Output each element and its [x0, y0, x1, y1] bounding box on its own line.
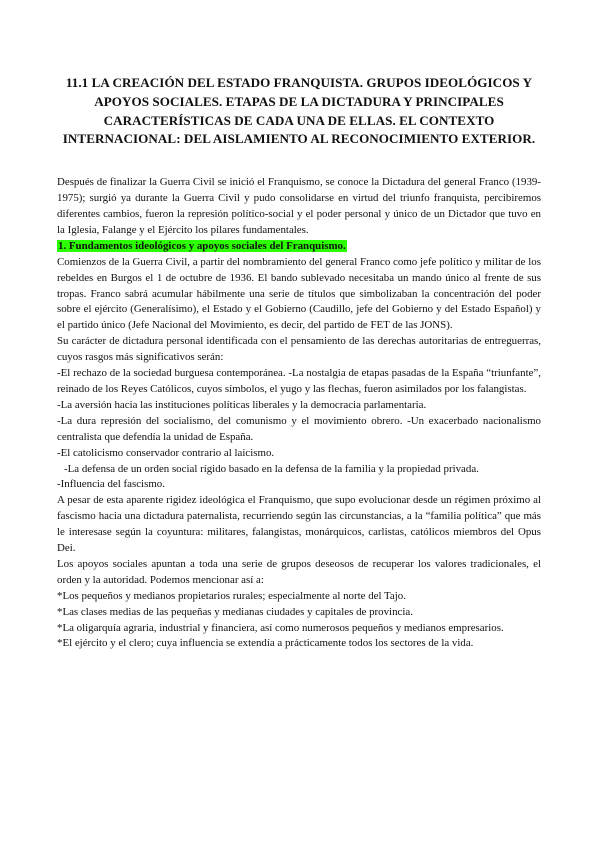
support-item: *Los pequeños y medianos propietarios rurales; especialmente al norte del Tajo. — [57, 589, 406, 602]
intro-paragraph: Después de finalizar la Guerra Civil se inició el Franquismo, se conoce la Dictadura del general Franco (1939-1975); surgió ya durante la Guerra Civil y pudo consolidarse en virtud del triunfo franquista, percibiremos diferentes cambios, fueron la represión político-social y el poder personal y único de un Dictador que tuvo en la Iglesia, Falange y el Ejército los pilares fundamentales. — [57, 176, 541, 236]
support-intro-paragraph: Los apoyos sociales apuntan a toda una serie de grupos deseosos de recuperar los valores tradicionales, el orden y la autoridad. Podemos mencionar así a: — [57, 557, 541, 586]
document-body — [57, 175, 541, 652]
support-item: *La oligarquía agraria, industrial y financiera, así como numerosos pequeños y medianos empresarios. — [57, 621, 504, 634]
document-page — [57, 74, 541, 652]
section-intro-paragraph: Comienzos de la Guerra Civil, a partir del nombramiento del general Franco como jefe político y militar de los rebeldes en Burgos el 1 de octubre de 1936. El bando sublevado necesitaba un mando único al frente de sus tropas. Franco sabrá acumular hábilmente una serie de títulos que simbolizaban la concentración del poder sobre el ejército (Generalísimo), el Estado y el Gobierno (Caudillo, jefe del Gobierno y del Estado Español) y el partido único (Jefe Nacional del Movimiento, es decir, del partido de FET de las JONS). — [57, 255, 541, 332]
rigidity-paragraph: A pesar de esta aparente rigidez ideológica el Franquismo, que supo evolucionar desde un régimen próximo al fascismo hacia una dictadura paternalista, recurriendo según las circunstancias, a la “familia política” que más le interesase según la coyuntura: militares, falangistas, monárquicos, carlistas, católicos miembros del Opus Dei. — [57, 494, 541, 555]
section-heading-highlight: 1. Fundamentos ideológicos y apoyos sociales del Franquismo. — [58, 239, 346, 252]
trait-item: -Influencia del fascismo. — [57, 478, 165, 491]
support-item: *Las clases medias de las pequeñas y medianas ciudades y capitales de provincia. — [57, 605, 413, 618]
trait-item: -La defensa de un orden social rígido basado en la defensa de la familia y la propiedad privada. — [64, 462, 479, 475]
section-heading — [57, 239, 541, 255]
trait-item: -El rechazo de la sociedad burguesa contemporánea. -La nostalgia de etapas pasadas de la España “triunfante”, reinado de los Reyes Católicos, cuyos símbolos, el yugo y las flechas, fueron asimilados por los falangistas. — [57, 367, 541, 395]
trait-item: -La aversión hacia las instituciones políticas liberales y la democracia parlamentaria. — [57, 398, 427, 411]
trait-item: -El catolicismo conservador contrario al laicismo. — [57, 446, 275, 459]
support-item: *El ejército y el clero; cuya influencia se extendía a prácticamente todos los sectores de la vida. — [57, 637, 474, 650]
document-title: 11.1 LA CREACIÓN DEL ESTADO FRANQUISTA. GRUPOS IDEOLÓGICOS Y APOYOS SOCIALES. ETAPAS DE LA DICTADURA Y PRINCIPALES CARACTERÍSTICAS DE CADA UNA DE ELLAS. EL CONTEXTO INTERNACIONAL: DEL AISLAMIENTO AL RECONOCIMIENTO EXTERIOR. — [62, 75, 536, 147]
trait-item: -La dura represión del socialismo, del comunismo y el movimiento obrero. -Un exacerbado nacionalismo centralista que defendía la unidad de España. — [57, 414, 541, 443]
traits-intro-paragraph: Su carácter de dictadura personal identificada con el pensamiento de las derechas autoritarias de entreguerras, cuyos rasgos más significativos serán: — [57, 335, 541, 364]
